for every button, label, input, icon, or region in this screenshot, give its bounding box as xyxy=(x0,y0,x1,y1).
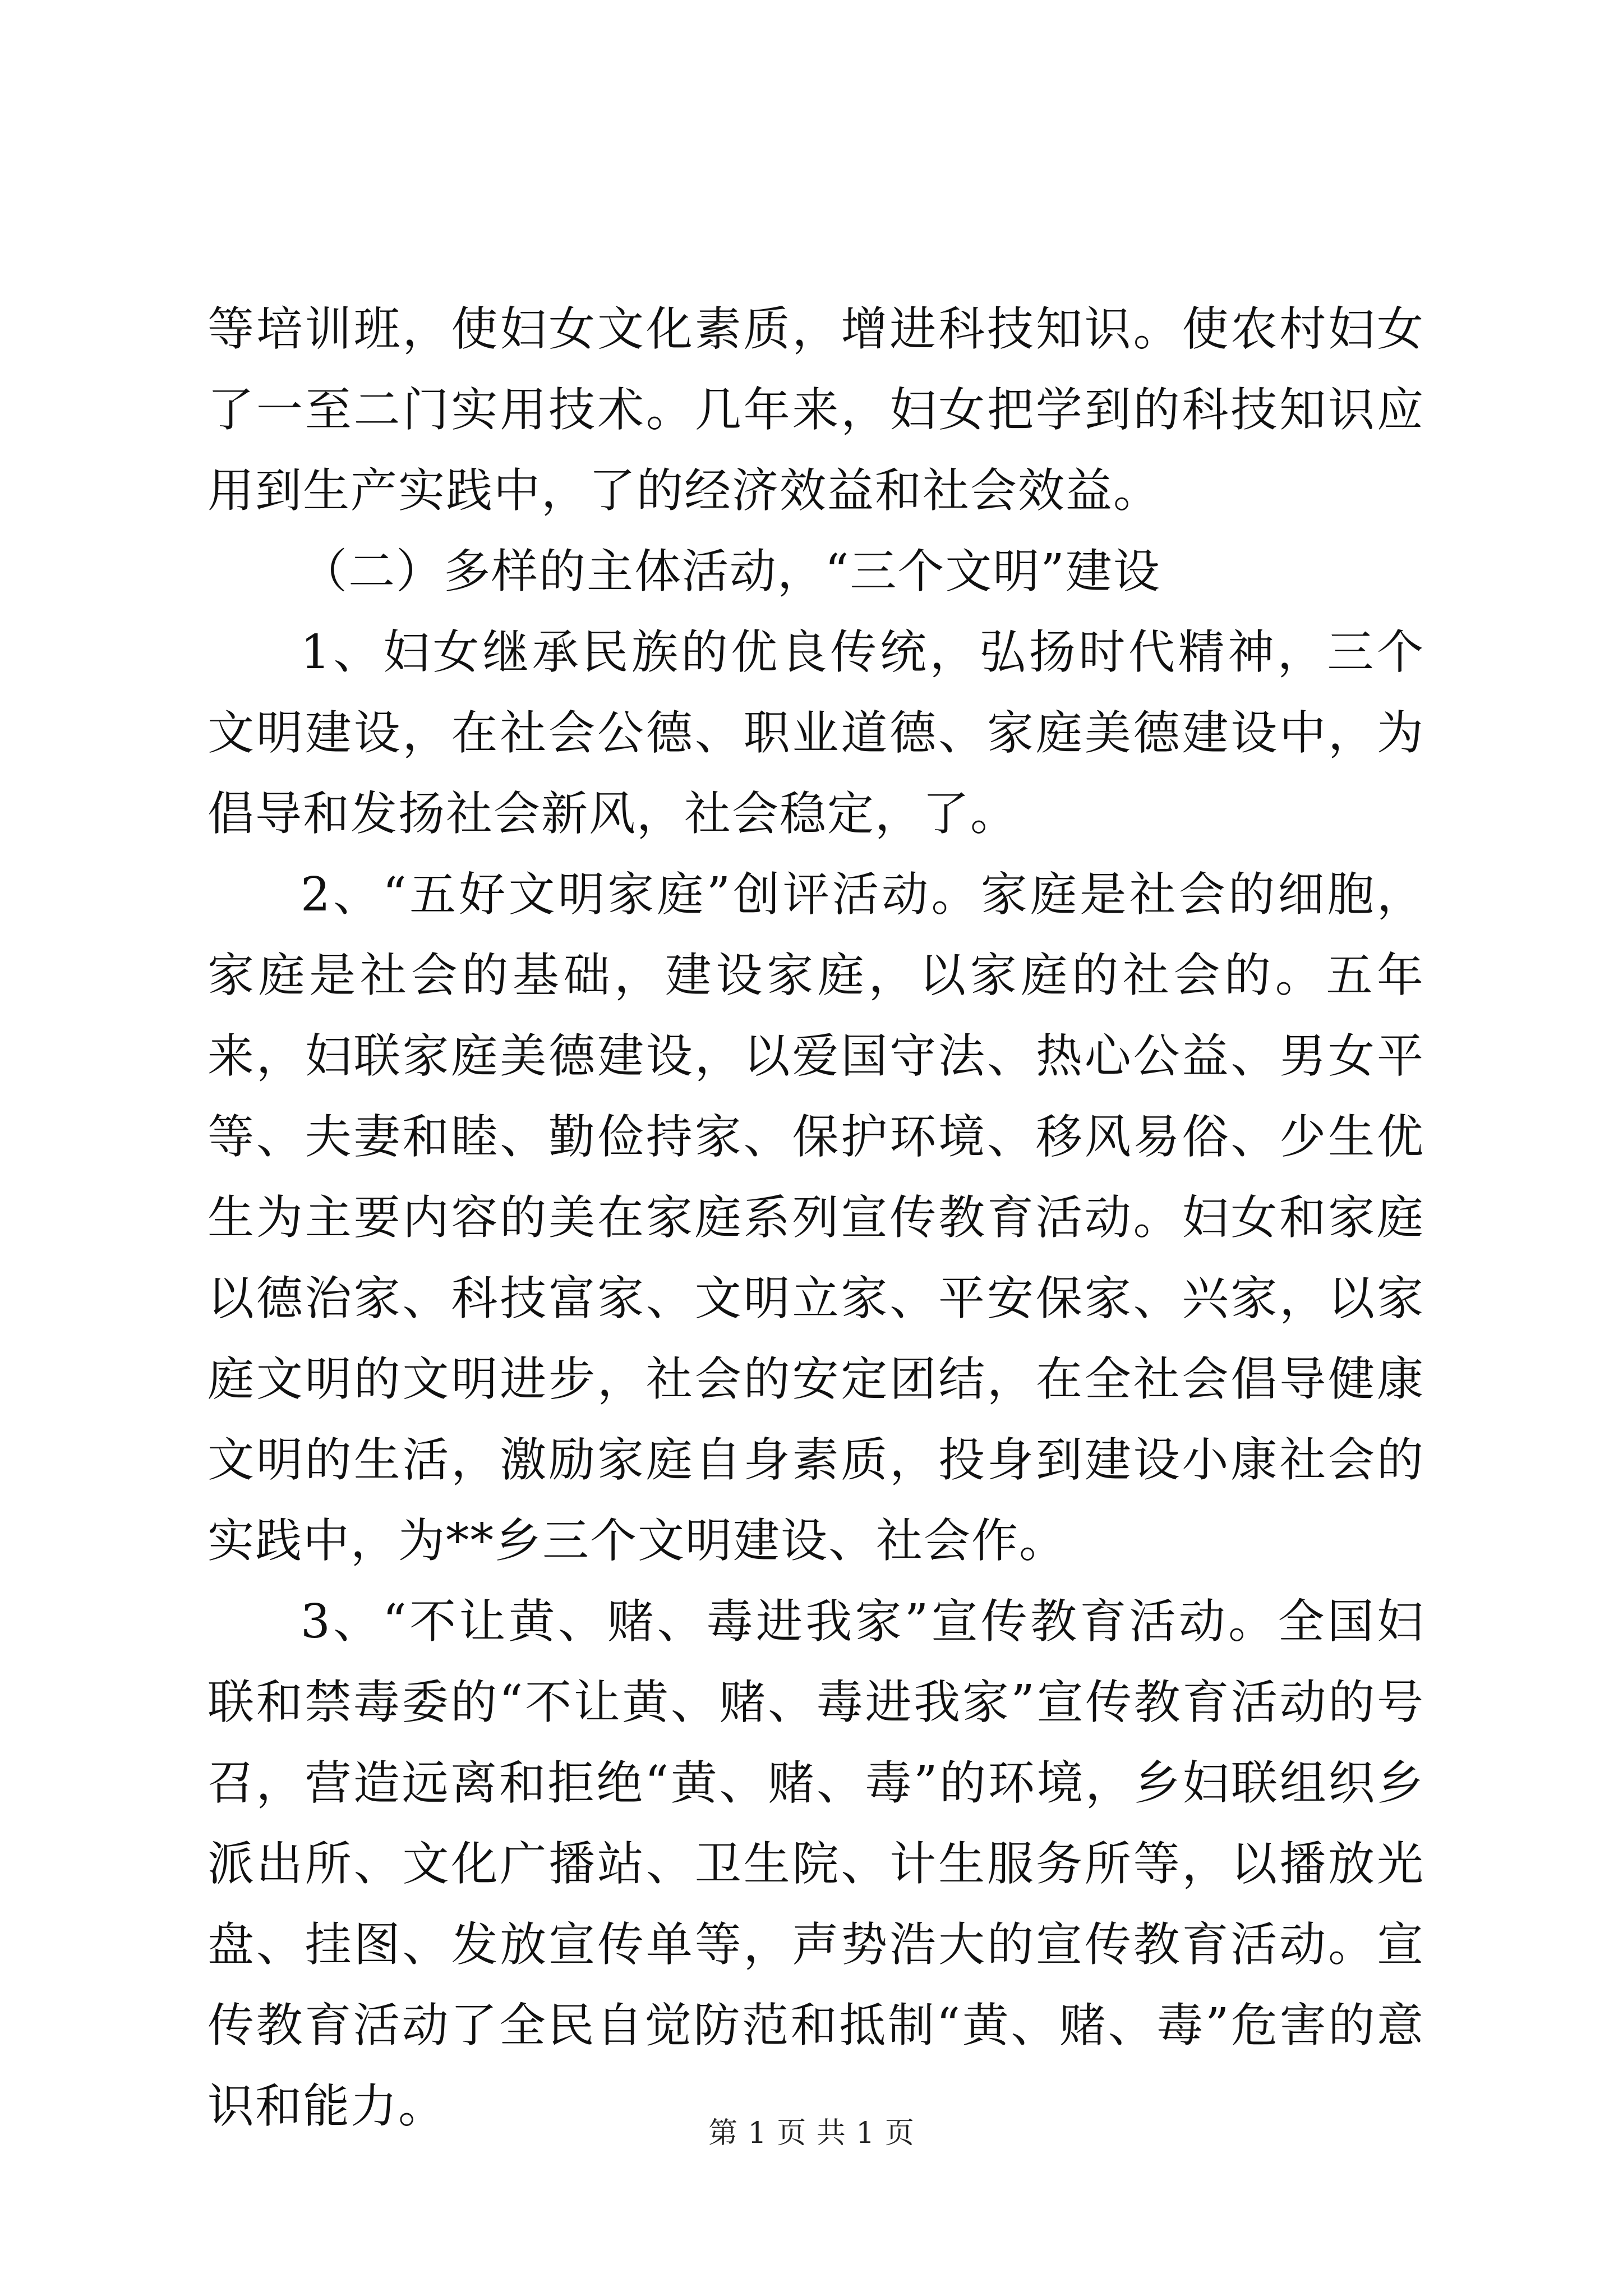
paragraph-item-2: 2、“五好文明家庭”创评活动。家庭是社会的细胞，家庭是社会的基础，建设家庭，以家庭的社会的。五年来，妇联家庭美德建设，以爱国守法、热心公益、男女平等、夫妻和睦、勤俭持家、保护环境、移风易俗、少生优生为主要内容的美在家庭系列宣传教育活动。妇女和家庭以德治家、科技富家、文明立家、平安保家、兴家，以家庭文明的文明进步，社会的安定团结，在全社会倡导健康文明的生活，激励家庭自身素质，投身到建设小康社会的实践中，为**乡三个文明建设、社会作。 xyxy=(208,867,1424,1568)
paragraph-item-1: 1、妇女继承民族的优良传统，弘扬时代精神，三个文明建设，在社会公德、职业道德、家庭美德建设中，为倡导和发扬社会新风，社会稳定，了。 xyxy=(208,625,1424,841)
document-body xyxy=(208,289,1424,2147)
page-footer: 第 1 页 共 1 页 xyxy=(708,2116,915,2150)
section-heading: （二）多样的主体活动，“三个文明”建设 xyxy=(301,544,1161,599)
paragraph-item-3: 3、“不让黄、赌、毒进我家”宣传教育活动。全国妇联和禁毒委的“不让黄、赌、毒进我家”宣传教育活动的号召，营造远离和拒绝“黄、赌、毒”的环境，乡妇联组织乡派出所、文化广播站、卫生院、计生服务所等，以播放光盘、挂图、发放宣传单等，声势浩大的宣传教育活动。宣传教育活动了全民自觉防范和抵制“黄、赌、毒”危害的意识和能力。 xyxy=(208,1594,1424,2133)
paragraph-continuation: 等培训班，使妇女文化素质，增进科技知识。使农村妇女了一至二门实用技术。几年来，妇女把学到的科技知识应用到生产实践中，了的经济效益和社会效益。 xyxy=(208,302,1424,518)
